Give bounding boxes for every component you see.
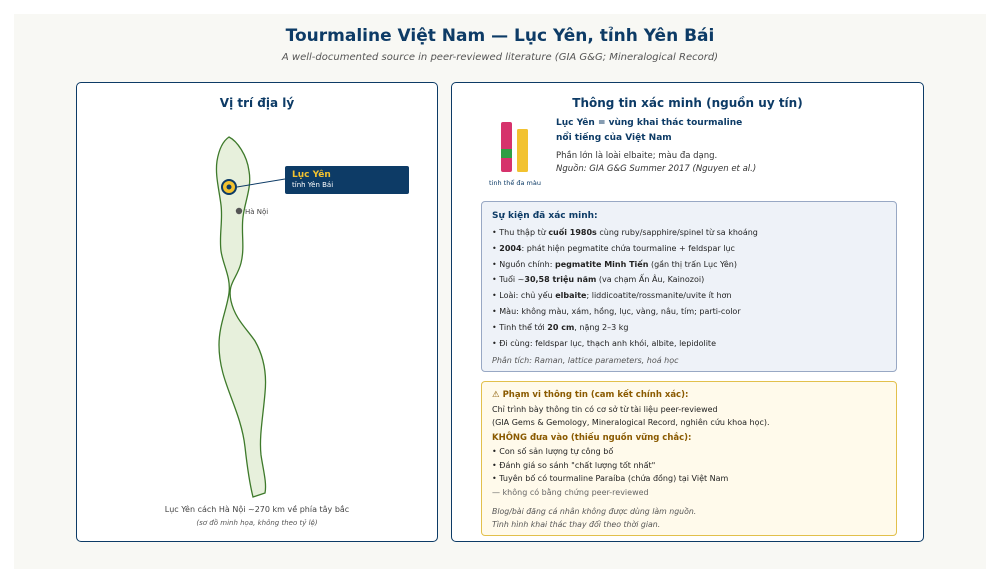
excluded-item: • Đánh giá so sánh "chất lượng tốt nhất" xyxy=(492,460,656,470)
scope-note: Blog/bài đăng cá nhân không được dùng làm nguồn. xyxy=(492,507,697,516)
location-panel xyxy=(76,82,438,542)
event-item: • Đi cùng: feldspar lục, thạch anh khói, albite, lepidolite xyxy=(492,338,716,348)
event-item: • 2004: phát hiện pegmatite chứa tourmaline + feldspar lục xyxy=(492,243,735,253)
crystal-illustration xyxy=(452,83,552,183)
crystal-label: tinh thể đa màu xyxy=(488,179,541,187)
intro-line: Phần lớn là loài elbaite; màu đa dạng. xyxy=(556,151,718,161)
excluded-item: • Con số sản lượng tự công bố xyxy=(492,447,614,456)
verified-info-heading: Thông tin xác minh (nguồn uy tín) xyxy=(572,96,803,110)
intro-source: Nguồn: GIA G&G Summer 2017 (Nguyen et al.) xyxy=(556,164,757,174)
page-subtitle: A well-documented source in peer-reviewed literature (GIA G&G; Mineralogical Record) xyxy=(281,52,719,63)
scope-title: ⚠ Phạm vi thông tin (cam kết chính xác): xyxy=(492,390,689,400)
crystal-yellow-bar xyxy=(517,129,528,172)
callout-province: tỉnh Yên Bái xyxy=(292,181,334,189)
location-heading: Vị trí địa lý xyxy=(219,96,295,110)
event-item: • Màu: không màu, xám, hồng, lục, vàng, nâu, tím; parti-color xyxy=(492,306,741,316)
event-item: • Loài: chủ yếu elbaite; liddicoatite/rossmanite/uvite ít hơn xyxy=(492,291,732,301)
excluded-item: • Tuyên bố có tourmaline Paraíba (chứa đồng) tại Việt Nam xyxy=(492,474,729,483)
hanoi-dot xyxy=(236,208,242,214)
distance-note: Lục Yên cách Hà Nội ~270 km về phía tây bắc xyxy=(164,505,350,514)
scope-line: (GIA Gems & Gemology, Mineralogical Record, nghiên cứu khoa học). xyxy=(492,417,770,427)
map-caption: (sơ đồ minh họa, không theo tỷ lệ) xyxy=(196,519,318,527)
verified-events-box xyxy=(481,201,897,372)
scope-note: Tình hình khai thác thay đổi theo thời gian. xyxy=(492,520,661,529)
events-analysis: Phân tích: Raman, lattice parameters, hoá học xyxy=(492,356,679,366)
scope-line: Chỉ trình bày thông tin có cơ sở từ tài liệu peer-reviewed xyxy=(492,405,718,414)
event-item: • Tuổi ~30,58 triệu năm (va chạm Ấn Âu, Kainozoi) xyxy=(492,275,705,285)
callout-name: Lục Yên xyxy=(292,170,331,180)
intro-headline-2: nổi tiếng của Việt Nam xyxy=(556,133,672,143)
vietnam-map xyxy=(77,83,437,541)
crystal-green-band xyxy=(501,149,512,158)
luc-yen-callout xyxy=(285,166,409,194)
crystal-pink-bar xyxy=(501,122,512,172)
intro-block xyxy=(556,116,896,176)
event-item: • Tinh thể tới 20 cm, nặng 2–3 kg xyxy=(492,322,629,332)
info-scope-box xyxy=(481,381,897,536)
verified-info-panel xyxy=(451,82,924,542)
hanoi-label: Hà Nội xyxy=(245,208,269,216)
excluded-item: — không có bằng chứng peer-reviewed xyxy=(492,487,649,497)
infographic xyxy=(14,14,986,569)
event-item: • Nguồn chính: pegmatite Minh Tiến (gần thị trấn Lục Yên) xyxy=(492,259,737,269)
page-title: Tourmaline Việt Nam — Lục Yên, tỉnh Yên Bái xyxy=(285,26,715,46)
events-title: Sự kiện đã xác minh: xyxy=(492,211,598,221)
scope-excluded-title: KHÔNG đưa vào (thiếu nguồn vững chắc): xyxy=(492,433,692,443)
event-item: • Thu thập từ cuối 1980s cùng ruby/sapphire/spinel từ sa khoáng xyxy=(492,228,758,237)
intro-headline-1: Lục Yên = vùng khai thác tourmaline xyxy=(556,118,743,128)
luc-yen-marker-center xyxy=(227,185,232,190)
